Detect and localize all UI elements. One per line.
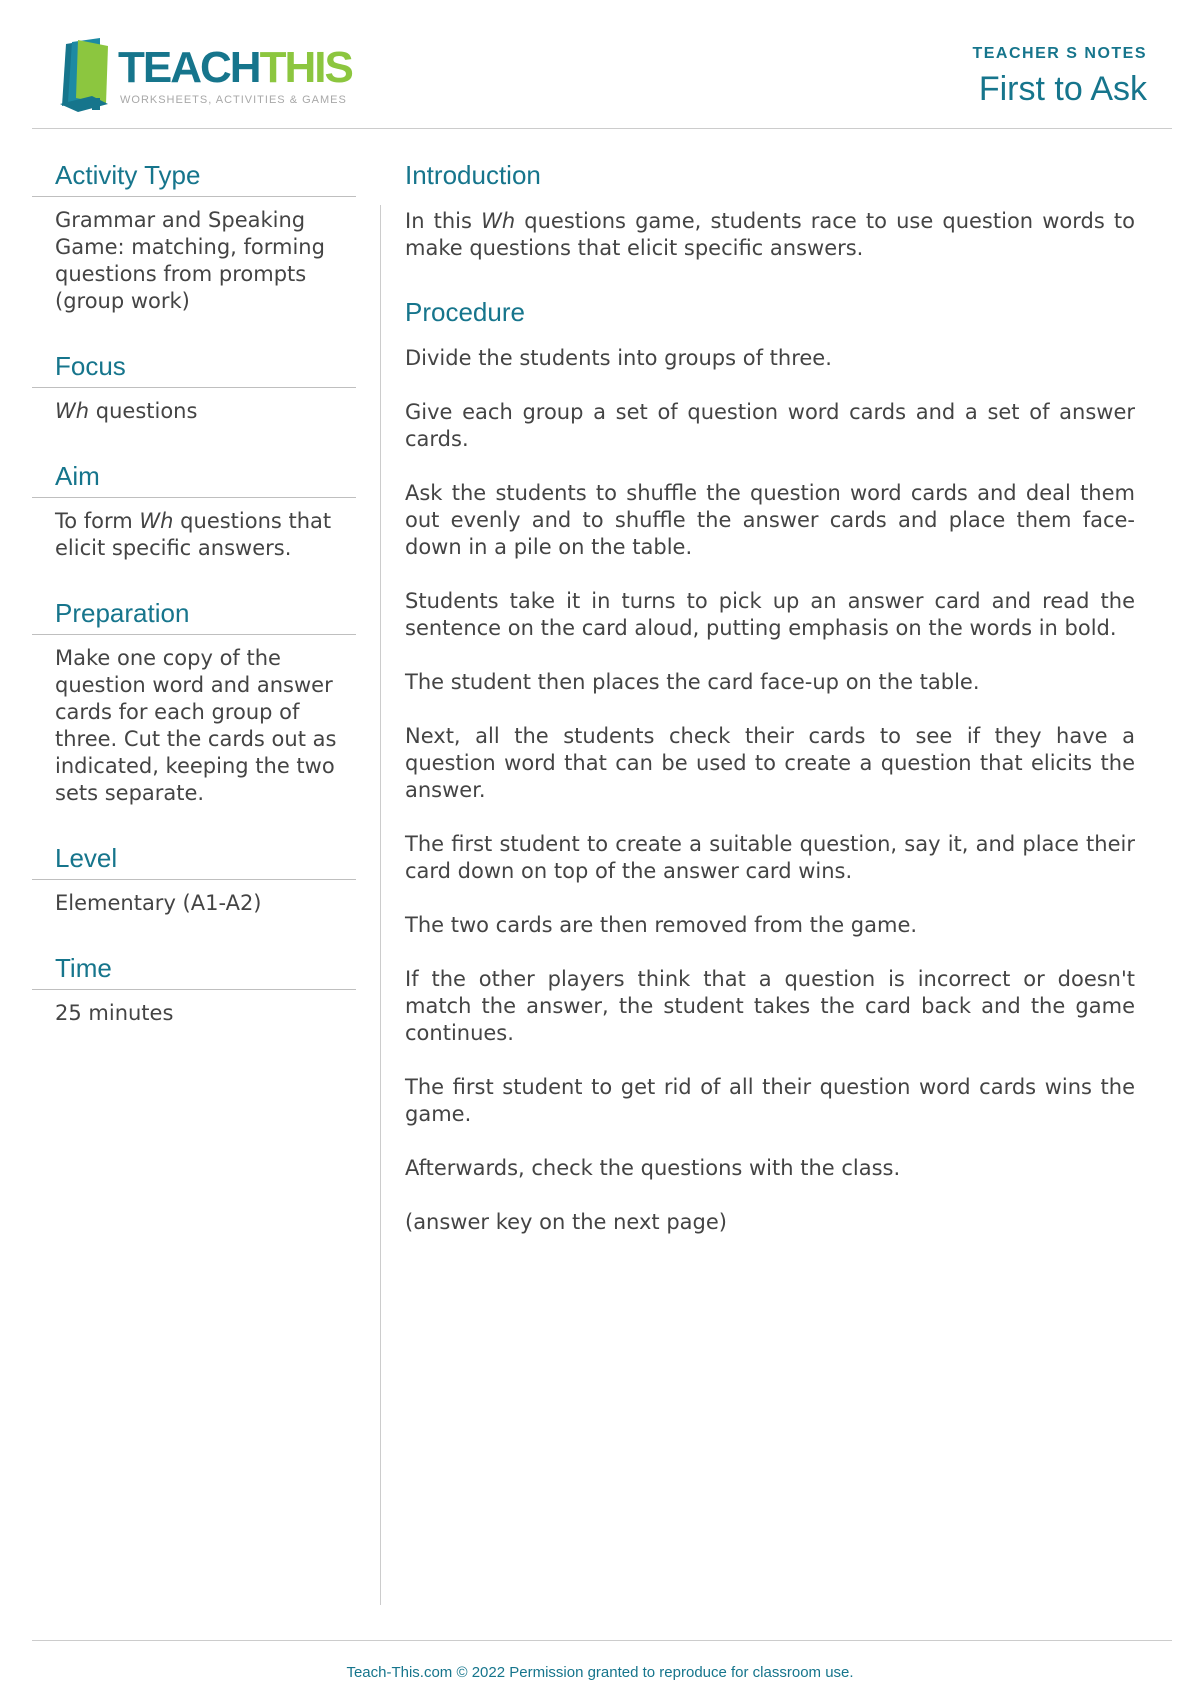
sidebar xyxy=(32,152,356,1055)
procedure-step: If the other players think that a question is incorrect or doesn't match the answer, the student takes the card back and the game continues. xyxy=(405,967,1135,1045)
book-logo-icon xyxy=(56,38,116,112)
preparation-heading: Preparation xyxy=(32,590,356,635)
time-section xyxy=(32,945,356,1027)
logo-word-this: THIS xyxy=(259,43,352,92)
main-content xyxy=(405,152,1135,1263)
activity-type-section xyxy=(32,152,356,315)
introduction-pre: In this xyxy=(405,209,482,233)
procedure-step: The first student to get rid of all their question word cards wins the game. xyxy=(405,1075,1135,1126)
introduction-emphasis: Wh xyxy=(481,209,516,233)
procedure-step: Students take it in turns to pick up an answer card and read the sentence on the card aloud, putting emphasis on the words in bold. xyxy=(405,589,1135,640)
logo-wordmark xyxy=(118,43,352,92)
logo-word-teach: TEACH xyxy=(118,43,260,92)
introduction-post: questions game, students race to use question words to make questions that elicit specific answers. xyxy=(405,209,1135,260)
focus-section xyxy=(32,343,356,425)
procedure-step: The student then places the card face-up on the table. xyxy=(405,670,980,694)
teach-this-logo[interactable] xyxy=(56,38,356,118)
procedure-step: The first student to create a suitable question, say it, and place their card down on top of the answer card wins. xyxy=(405,832,1135,883)
page-title: First to Ask xyxy=(978,70,1147,108)
introduction-text xyxy=(405,208,1135,262)
procedure-step: Give each group a set of question word cards and a set of answer cards. xyxy=(405,400,1135,451)
logo-tagline: WORKSHEETS, ACTIVITIES & GAMES xyxy=(120,94,347,106)
preparation-text: Make one copy of the question word and answer cards for each group of three. Cut the cards out as indicated, keeping the two sets separate. xyxy=(55,646,337,805)
level-text: Elementary (A1-A2) xyxy=(55,891,262,915)
time-text: 25 minutes xyxy=(55,1001,174,1025)
copyright-footer: Teach-This.com © 2022 Permission granted to reproduce for classroom use. xyxy=(346,1664,854,1681)
procedure-heading: Procedure xyxy=(405,297,525,327)
focus-heading: Focus xyxy=(32,343,356,388)
column-divider xyxy=(380,205,381,1605)
activity-type-heading: Activity Type xyxy=(32,152,356,197)
preparation-section xyxy=(32,590,356,807)
page-header xyxy=(0,0,1200,130)
aim-post: questions that elicit specific answers. xyxy=(55,509,332,560)
procedure-step: Ask the students to shuffle the question word cards and deal them out evenly and to shuffle the answer cards and place them face-down in a pile on the table. xyxy=(405,481,1135,559)
aim-section xyxy=(32,453,356,562)
document-kind-label: TEACHER S NOTES xyxy=(972,45,1147,62)
answer-key-note: (answer key on the next page) xyxy=(405,1210,727,1234)
focus-emphasis: Wh xyxy=(55,399,90,423)
level-heading: Level xyxy=(32,835,356,880)
aim-emphasis: Wh xyxy=(139,509,174,533)
procedure-step: Next, all the students check their cards to see if they have a question word that can be used to create a question that elicits the answer. xyxy=(405,724,1135,802)
aim-heading: Aim xyxy=(32,453,356,498)
time-heading: Time xyxy=(32,945,356,990)
level-section xyxy=(32,835,356,917)
footer-divider xyxy=(32,1640,1172,1641)
procedure-step: The two cards are then removed from the game. xyxy=(405,913,918,937)
introduction-heading: Introduction xyxy=(405,160,541,190)
aim-pre: To form xyxy=(55,509,140,533)
procedure-step: Divide the students into groups of three. xyxy=(405,346,832,370)
focus-text xyxy=(32,388,356,425)
aim-text xyxy=(32,498,356,562)
focus-rest: questions xyxy=(89,399,198,423)
procedure-step: Afterwards, check the questions with the class. xyxy=(405,1156,901,1180)
header-divider xyxy=(32,128,1172,129)
activity-type-text: Grammar and Speaking Game: matching, forming questions from prompts (group work) xyxy=(55,208,325,313)
